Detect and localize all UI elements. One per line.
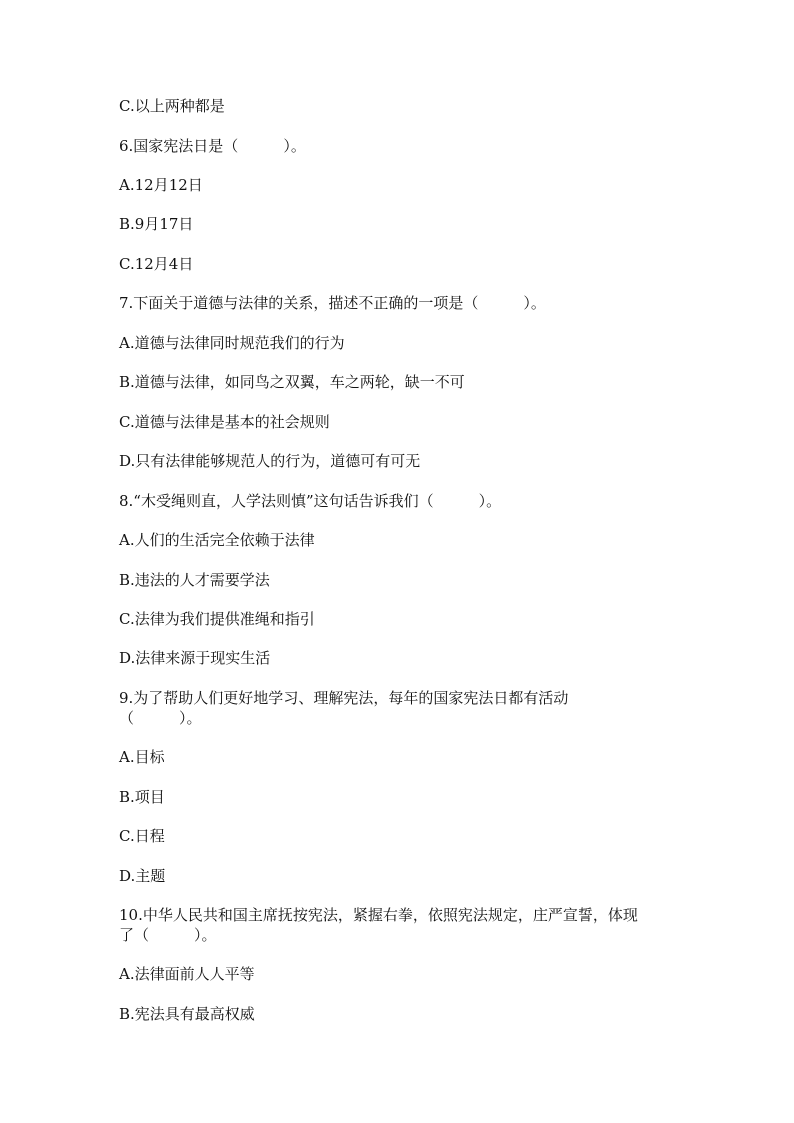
option-9c: C.日程 [119,827,165,845]
question-8: 8.“木受绳则直，人学法则慎”这句话告诉我们（ ）。 [119,492,502,510]
option-7a: A.道德与法律同时规范我们的行为 [119,334,345,352]
option-10b: B.宪法具有最高权威 [119,1005,255,1023]
option-10a: A.法律面前人人平等 [119,965,255,983]
option-9d: D.主题 [119,867,166,885]
option-5c: C.以上两种都是 [119,97,225,115]
option-8d: D.法律来源于现实生活 [119,649,271,667]
option-8c: C.法律为我们提供准绳和指引 [119,610,315,628]
option-9b: B.项目 [119,788,165,806]
question-7: 7.下面关于道德与法律的关系，描述不正确的一项是（ ）。 [119,294,546,312]
option-7b: B.道德与法律，如同鸟之双翼，车之两轮，缺一不可 [119,373,465,391]
option-8b: B.违法的人才需要学法 [119,571,270,589]
question-10-cont: 了（ ）。 [119,926,217,944]
option-9a: A.目标 [119,748,165,766]
question-10: 10.中华人民共和国主席抚按宪法，紧握右拳，依照宪法规定，庄严宣誓，体现 [119,906,638,924]
option-7c: C.道德与法律是基本的社会规则 [119,413,330,431]
option-7d: D.只有法律能够规范人的行为，道德可有可无 [119,452,421,470]
question-9-cont: （ ）。 [119,709,202,727]
question-6: 6.国家宪法日是（ ）。 [119,137,306,155]
option-6a: A.12月12日 [119,176,203,194]
option-8a: A.人们的生活完全依赖于法律 [119,531,315,549]
question-9: 9.为了帮助人们更好地学习、理解宪法，每年的国家宪法日都有活动 [119,689,569,707]
option-6b: B.9月17日 [119,215,194,233]
option-6c: C.12月4日 [119,255,194,273]
